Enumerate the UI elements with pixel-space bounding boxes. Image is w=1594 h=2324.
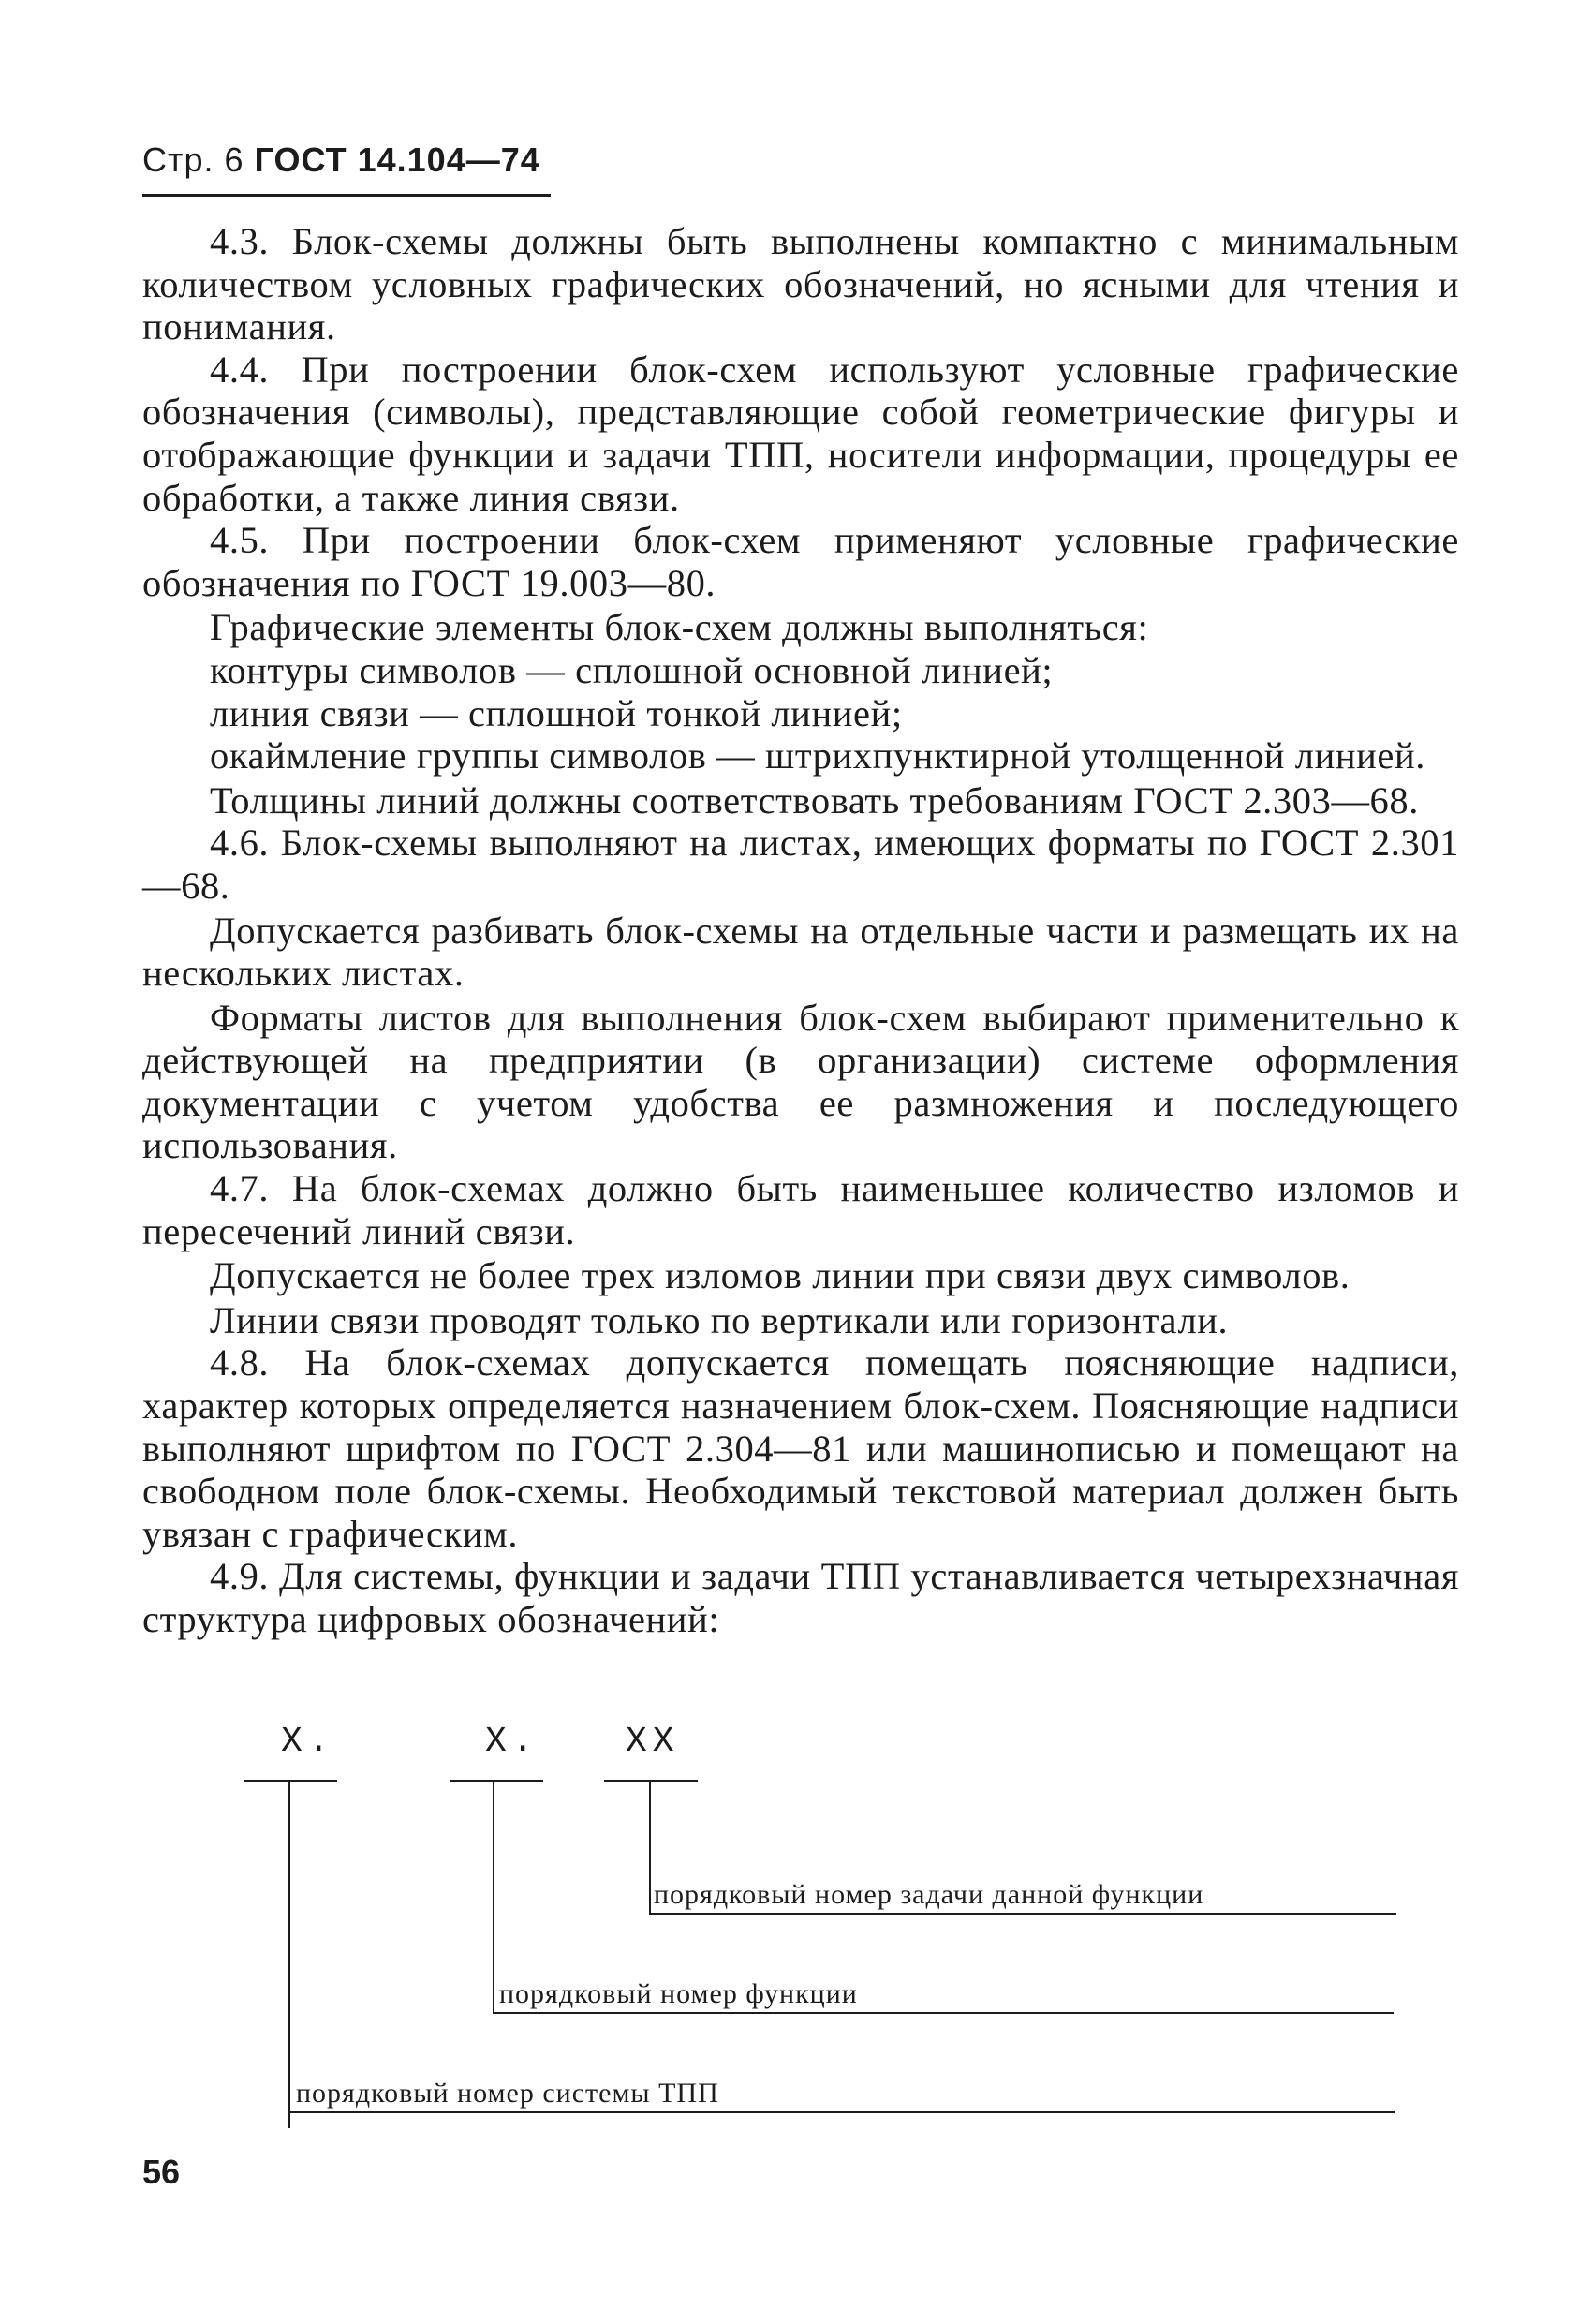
task-number-note: порядковый номер задачи данной функции: [654, 1879, 1204, 1910]
system-note-line: [288, 2111, 1395, 2113]
paragraph: Графические элементы блок-схем должны выполняться:: [210, 606, 1149, 649]
system-connector-line: [288, 1782, 290, 2128]
system-code-label: X.: [281, 1722, 335, 1762]
paragraph-4-9: 4.9. Для системы, функции и задачи ТПП устанавливается четырехзначная структура цифровых обозначений:: [142, 1555, 1459, 1640]
list-item: контуры символов — сплошной основной линией;: [210, 648, 1054, 691]
paragraph-4-8: 4.8. На блок-схемах допускается помещать поясняющие надписи, характер которых определяется назначением блок-схем. Поясняющие надписи выполняют шрифтом по ГОСТ 2.304—81 или машинописью и помещают на свободном поле блок-схемы. Необходимый текстовой материал должен быть увязан с графическим.: [142, 1341, 1459, 1555]
system-code-underline: [244, 1780, 337, 1782]
page-header: [142, 141, 540, 180]
paragraph-4-7: 4.7. На блок-схемах должно быть наименьшее количество изломов и пересечений линий связи.: [142, 1167, 1459, 1252]
header-divider: [142, 194, 551, 197]
paragraph-4-4: 4.4. При построении блок-схем используют условные графические обозначения (символы), представляющие собой геометрические фигуры и отображающие функции и задачи ТПП, носители информации, процедуры ее обработки, а также линия связи.: [142, 348, 1459, 519]
paragraph: Допускается разбивать блок-схемы на отдельные части и размещать их на нескольких листах.: [142, 909, 1459, 995]
system-number-note: порядковый номер системы ТПП: [296, 2078, 719, 2109]
task-note-line: [649, 1913, 1396, 1915]
list-item: окаймление группы символов — штрихпунктирной утолщенной линией.: [210, 734, 1426, 777]
paragraph: Допускается не более трех изломов линии при связи двух символов.: [210, 1254, 1350, 1297]
paragraph: Форматы листов для выполнения блок-схем выбирают применительно к действующей на предприятии (в организации) системе оформления документации с учетом удобства ее размножения и последующего использования.: [142, 996, 1459, 1167]
paragraph: Линии связи проводят только по вертикали или горизонтали.: [210, 1298, 1229, 1341]
function-note-line: [493, 2012, 1394, 2014]
paragraph-4-3: 4.3. Блок-схемы должны быть выполнены компактно с минимальным количеством условных графических обозначений, но ясными для чтения и понимания.: [142, 220, 1459, 348]
standard-number: 14.104—74: [357, 141, 540, 179]
gost-label: ГОСТ: [254, 141, 347, 179]
function-connector-line: [493, 1782, 494, 2012]
task-code-underline: [604, 1780, 698, 1782]
paragraph-4-5: 4.5. При построении блок-схем применяют условные графические обозначения по ГОСТ 19.003—80.: [142, 519, 1459, 604]
page-label: Стр. 6: [142, 141, 244, 179]
list-item: линия связи — сплошной тонкой линией;: [210, 691, 903, 734]
page-number: 56: [142, 2153, 181, 2191]
document-body: [142, 220, 1459, 1641]
task-connector-line: [649, 1782, 651, 1913]
code-structure-diagram: [234, 1722, 1414, 2153]
paragraph: Толщины линий должны соответствовать требованиям ГОСТ 2.303—68.: [210, 778, 1419, 822]
function-code-underline: [450, 1780, 543, 1782]
task-code-label: XX: [626, 1722, 680, 1762]
function-code-label: X.: [485, 1722, 539, 1762]
paragraph-4-6: 4.6. Блок-схемы выполняют на листах, имеющих форматы по ГОСТ 2.301—68.: [142, 822, 1459, 907]
function-number-note: порядковый номер функции: [499, 1978, 858, 2009]
